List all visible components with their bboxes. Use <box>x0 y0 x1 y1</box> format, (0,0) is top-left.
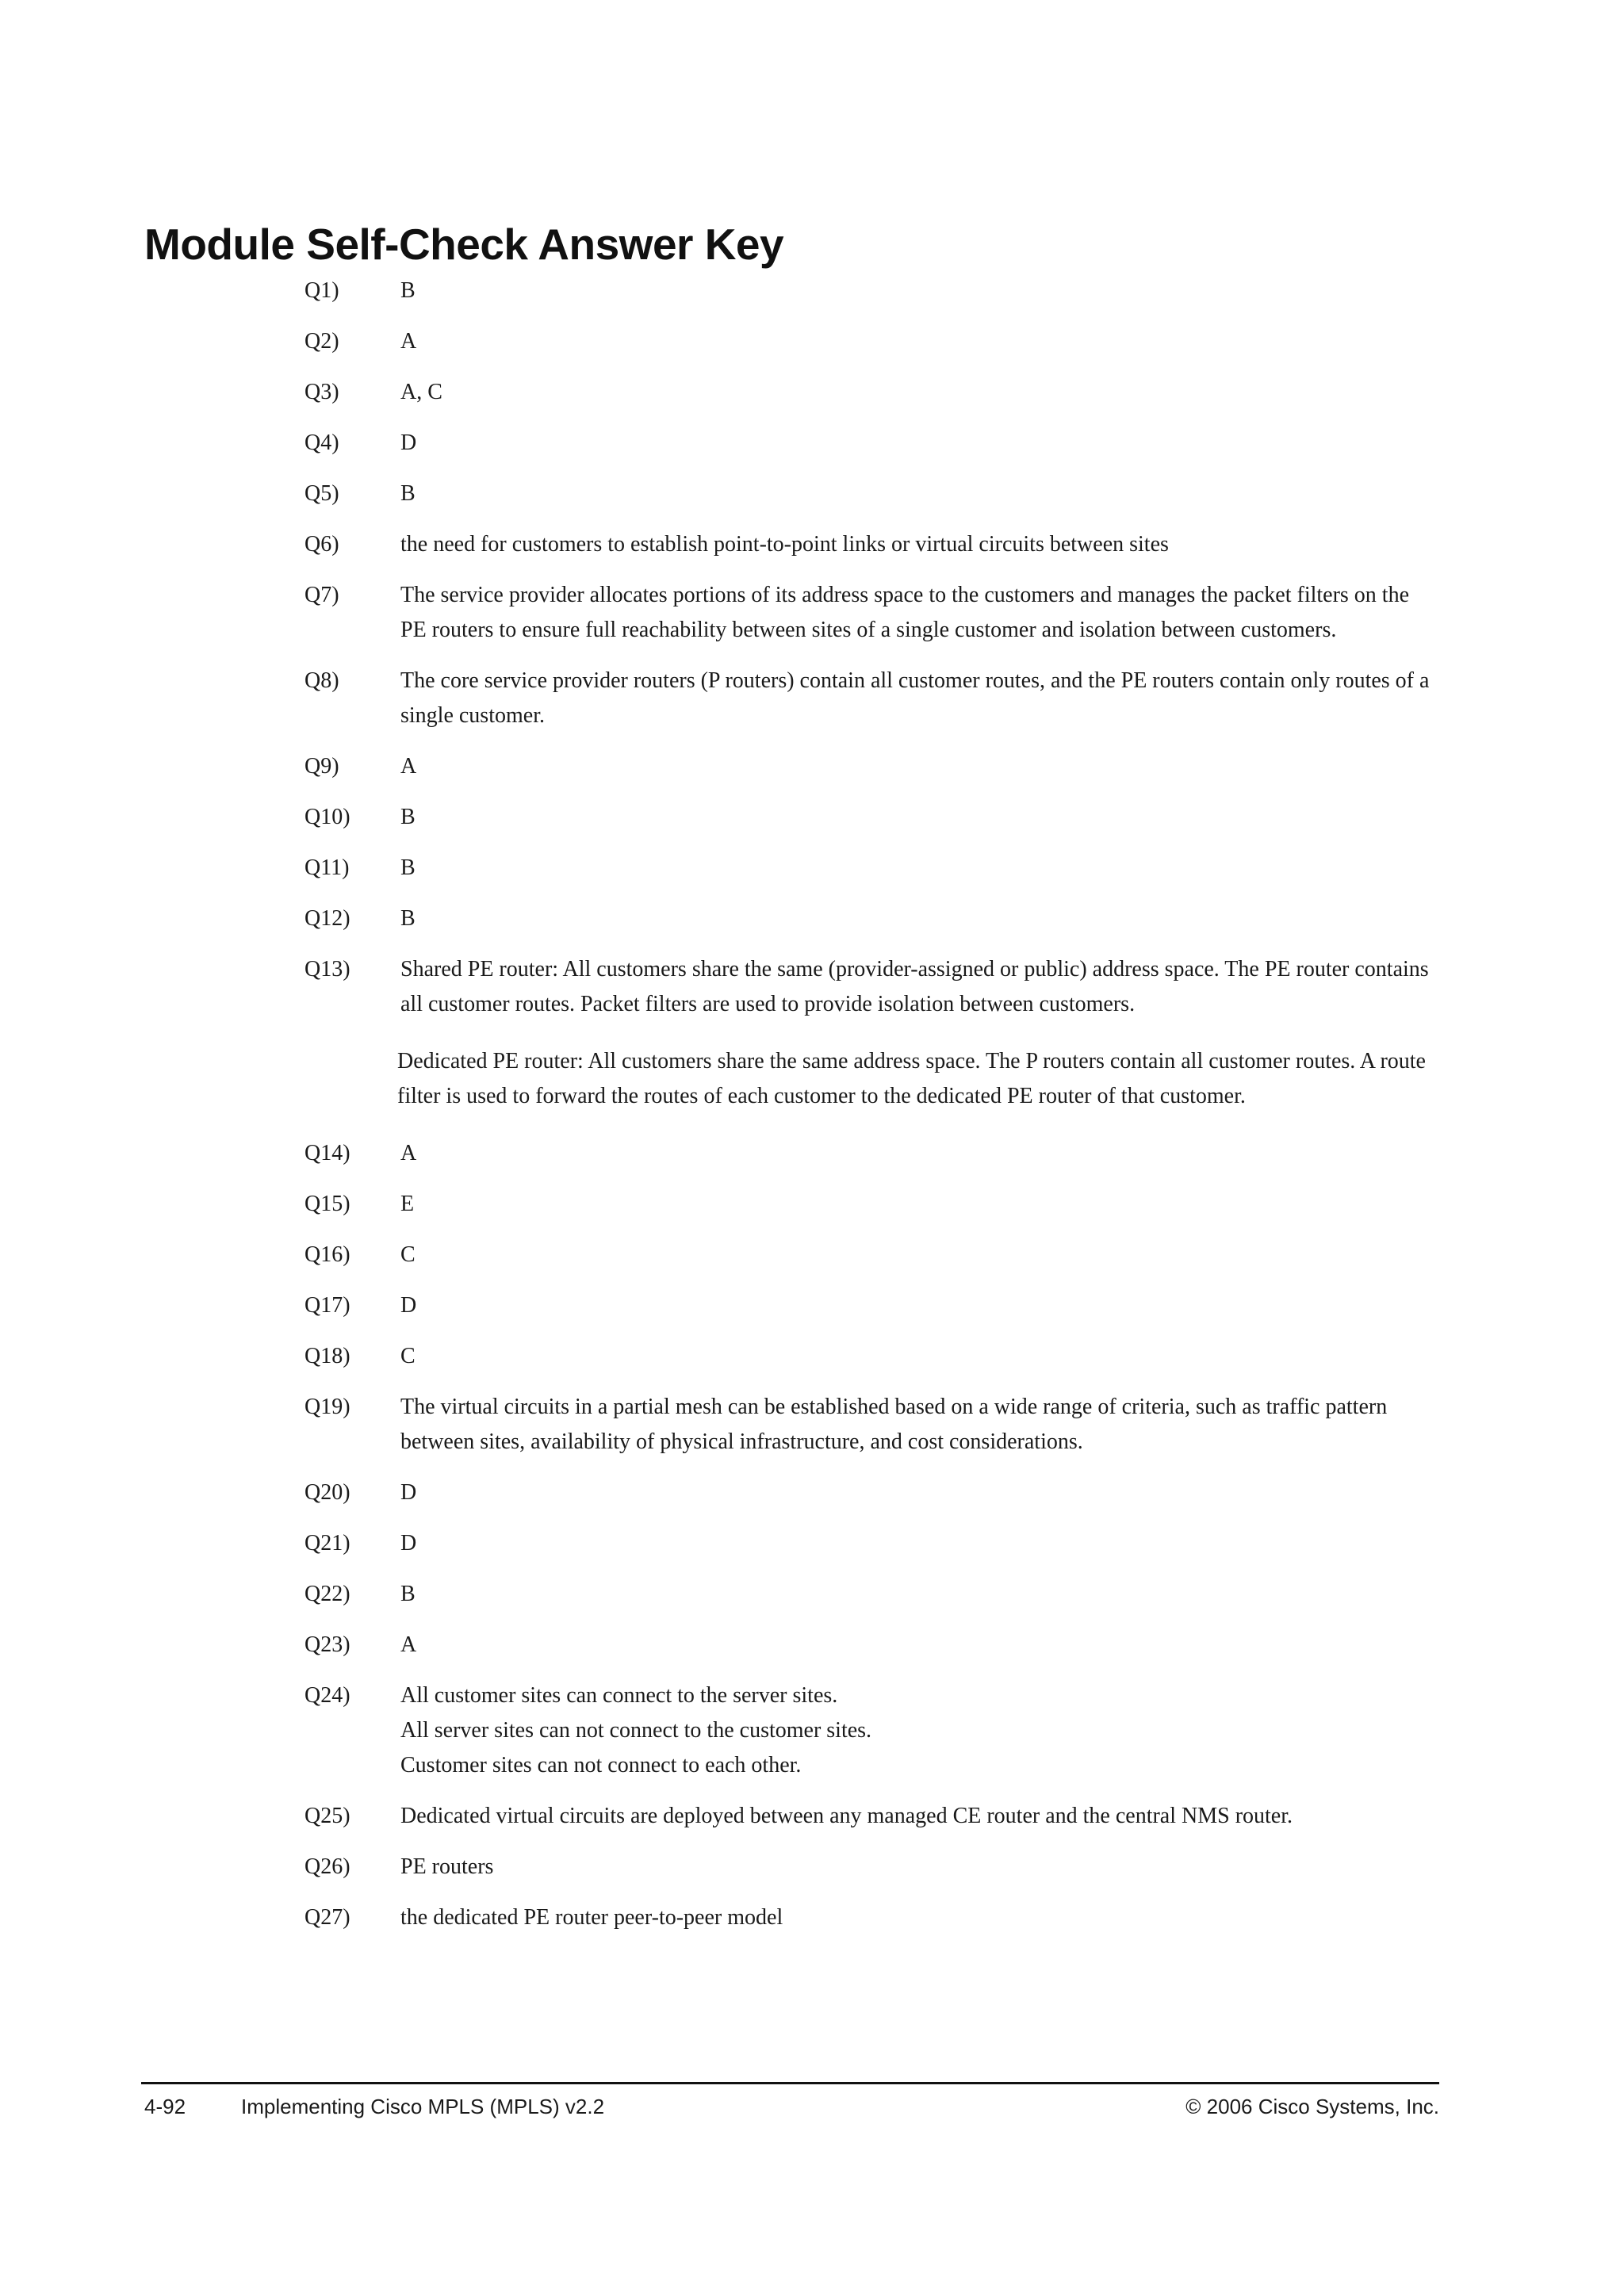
question-number: Q7) <box>304 583 339 607</box>
answer-line: A <box>400 754 417 779</box>
answer-row <box>0 1526 1624 1561</box>
answer-text <box>400 664 1435 733</box>
answer-row <box>0 578 1624 648</box>
question-number: Q23) <box>304 1632 350 1657</box>
question-number: Q21) <box>304 1531 350 1556</box>
question-number: Q4) <box>304 430 339 455</box>
answer-text <box>400 1577 1435 1612</box>
answer-row <box>0 1678 1624 1783</box>
answer-line: the need for customers to establish point-to-point links or virtual circuits between sites <box>400 532 1169 557</box>
answer-text <box>400 1678 1435 1783</box>
question-number: Q15) <box>304 1192 350 1216</box>
question-number: Q8) <box>304 668 339 693</box>
answer-row <box>0 1136 1624 1171</box>
answer-text <box>400 426 1435 461</box>
answer-text <box>400 1187 1435 1222</box>
answer-line: B <box>400 1582 416 1606</box>
question-number: Q12) <box>304 906 350 931</box>
answer-row <box>0 1390 1624 1460</box>
answer-row <box>0 1577 1624 1612</box>
question-number: Q2) <box>304 329 339 354</box>
question-number: Q6) <box>304 532 339 557</box>
answer-line: All customer sites can connect to the server sites. <box>400 1683 838 1708</box>
answer-line: B <box>400 481 416 506</box>
question-number: Q17) <box>304 1293 350 1318</box>
answer-row <box>0 324 1624 359</box>
answer-line: The core service provider routers (P routers) contain all customer routes, and the PE routers contain only routes of a single customer. <box>400 668 1430 728</box>
question-number: Q19) <box>304 1395 350 1419</box>
question-number: Q25) <box>304 1804 350 1828</box>
answer-list <box>0 274 1624 1951</box>
answer-text <box>400 274 1435 308</box>
answer-row <box>0 1288 1624 1323</box>
answer-row <box>0 1339 1624 1374</box>
question-number: Q27) <box>304 1905 350 1930</box>
answer-text <box>400 1475 1435 1510</box>
answer-text <box>400 1628 1435 1663</box>
answer-line: C <box>400 1344 416 1368</box>
page-title: Module Self-Check Answer Key <box>144 220 784 269</box>
answer-line: A <box>400 329 417 354</box>
answer-text <box>400 1799 1435 1834</box>
answer-line: A, C <box>400 380 442 404</box>
question-number: Q24) <box>304 1683 350 1708</box>
question-number: Q3) <box>304 380 339 404</box>
question-number: Q11) <box>304 855 350 880</box>
answer-row <box>0 1628 1624 1663</box>
answer-line: D <box>400 430 417 455</box>
question-number: Q20) <box>304 1480 350 1505</box>
answer-line: B <box>400 278 416 303</box>
answer-line: B <box>400 805 416 829</box>
answer-line: PE routers <box>400 1854 494 1879</box>
answer-text <box>400 1390 1435 1460</box>
answer-line: Dedicated virtual circuits are deployed between any managed CE router and the central NMS router. <box>400 1804 1293 1828</box>
answer-text <box>400 476 1435 511</box>
footer-copyright: © 2006 Cisco Systems, Inc. <box>1185 2095 1439 2118</box>
answer-row <box>0 1900 1624 1935</box>
answer-line: B <box>400 855 416 880</box>
answer-row <box>0 476 1624 511</box>
answer-line: A <box>400 1632 417 1657</box>
answer-row <box>0 901 1624 936</box>
answer-row <box>0 664 1624 733</box>
answer-text <box>400 1526 1435 1561</box>
answer-paragraph: Dedicated PE router: All customers share the same address space. The P routers contain all customer routes. A route filter is used to forward the routes of each customer to the dedicated PE router of that customer. <box>397 1049 1426 1108</box>
answer-paragraph: Shared PE router: All customers share the same (provider-assigned or public) address space. The PE router contains all customer routes. Packet filters are used to provide isolation between customers. <box>400 957 1429 1016</box>
answer-line: The virtual circuits in a partial mesh can be established based on a wide range of criteria, such as traffic pattern between sites, availability of physical infrastructure, and cost considerations. <box>400 1395 1388 1454</box>
answer-row <box>0 1238 1624 1272</box>
answer-row <box>0 375 1624 410</box>
answer-text <box>400 1288 1435 1323</box>
answer-row <box>0 426 1624 461</box>
footer-page-number: 4-92 <box>144 2095 186 2118</box>
answer-row <box>0 527 1624 562</box>
answer-row <box>0 1187 1624 1222</box>
answer-line: C <box>400 1242 416 1267</box>
answer-text <box>400 1136 1435 1171</box>
answer-line: E <box>400 1192 415 1216</box>
answer-text <box>400 1339 1435 1374</box>
answer-row <box>0 800 1624 835</box>
answer-row <box>0 1850 1624 1885</box>
answer-line: The service provider allocates portions of its address space to the customers and manages the packet filters on the PE routers to ensure full reachability between sites of a single customer and isolation between customers. <box>400 583 1410 642</box>
answer-text <box>400 324 1435 359</box>
answer-row <box>0 1799 1624 1834</box>
answer-line: B <box>400 906 416 931</box>
answer-line: D <box>400 1480 417 1505</box>
answer-text <box>400 851 1435 886</box>
answer-text <box>400 1850 1435 1885</box>
question-number: Q13) <box>304 957 350 982</box>
answer-text <box>400 800 1435 835</box>
answer-row <box>0 1475 1624 1510</box>
answer-text <box>400 901 1435 936</box>
question-number: Q9) <box>304 754 339 779</box>
answer-line: A <box>400 1141 417 1165</box>
answer-row <box>0 851 1624 886</box>
answer-row <box>0 274 1624 308</box>
answer-line: D <box>400 1293 417 1318</box>
answer-text <box>400 375 1435 410</box>
answer-row <box>0 952 1624 1114</box>
answer-line: Customer sites can not connect to each other. <box>400 1753 802 1777</box>
question-number: Q5) <box>304 481 339 506</box>
question-number: Q26) <box>304 1854 350 1879</box>
footer-course-title: Implementing Cisco MPLS (MPLS) v2.2 <box>241 2095 605 2118</box>
answer-text <box>400 1900 1435 1935</box>
answer-text <box>400 1238 1435 1272</box>
question-number: Q22) <box>304 1582 350 1606</box>
question-number: Q16) <box>304 1242 350 1267</box>
footer-divider <box>141 2082 1439 2084</box>
answer-text <box>397 952 1435 1114</box>
answer-text <box>400 527 1435 562</box>
answer-text <box>400 749 1435 784</box>
answer-text <box>400 578 1435 648</box>
answer-line: D <box>400 1531 417 1556</box>
question-number: Q10) <box>304 805 350 829</box>
question-number: Q1) <box>304 278 339 303</box>
question-number: Q18) <box>304 1344 350 1368</box>
question-number: Q14) <box>304 1141 350 1165</box>
answer-line: the dedicated PE router peer-to-peer model <box>400 1905 783 1930</box>
answer-line: All server sites can not connect to the customer sites. <box>400 1718 872 1743</box>
answer-row <box>0 749 1624 784</box>
